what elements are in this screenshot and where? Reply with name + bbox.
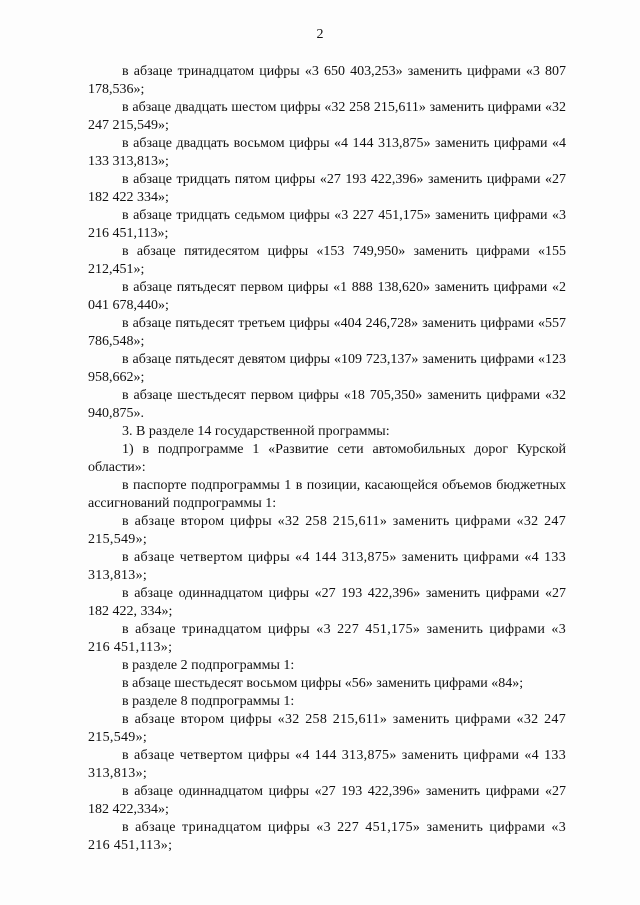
paragraph: в абзаце двадцать восьмом цифры «4 144 313,875» заменить цифрами «4 133 313,813»;: [88, 136, 566, 169]
paragraph: в абзаце тринадцатом цифры «3 227 451,175» заменить цифрами «3 216 451,113»;: [88, 622, 566, 655]
section-heading: 3. В разделе 14 государственной программы:: [122, 424, 390, 439]
document-body: [88, 63, 566, 855]
paragraph: в абзаце пятьдесят третьем цифры «404 246,728» заменить цифрами «557 786,548»;: [88, 316, 566, 349]
paragraph: в абзаце втором цифры «32 258 215,611» заменить цифрами «32 247 215,549»;: [88, 514, 566, 547]
paragraph: в паспорте подпрограммы 1 в позиции, касающейся объемов бюджетных ассигнований подпрограммы 1:: [88, 478, 566, 511]
page-number: 2: [316, 27, 324, 42]
paragraph: в абзаце тридцать пятом цифры «27 193 422,396» заменить цифрами «27 182 422 334»;: [88, 172, 566, 205]
paragraph: в абзаце двадцать шестом цифры «32 258 215,611» заменить цифрами «32 247 215,549»;: [88, 100, 566, 133]
paragraph: в разделе 2 подпрограммы 1:: [122, 658, 295, 673]
subprogram-heading: 1) в подпрограмме 1 «Развитие сети автомобильных дорог Курской области»:: [88, 442, 566, 475]
paragraph: в абзаце пятидесятом цифры «153 749,950» заменить цифрами «155 212,451»;: [88, 244, 566, 277]
paragraph: в абзаце втором цифры «32 258 215,611» заменить цифрами «32 247 215,549»;: [88, 712, 566, 745]
paragraph: в абзаце шестьдесят первом цифры «18 705,350» заменить цифрами «32 940,875».: [88, 388, 566, 421]
paragraph: в абзаце пятьдесят девятом цифры «109 723,137» заменить цифрами «123 958,662»;: [88, 352, 566, 385]
paragraph: в абзаце шестьдесят восьмом цифры «56» заменить цифрами «84»;: [122, 676, 524, 691]
paragraph: в абзаце одиннадцатом цифры «27 193 422,396» заменить цифрами «27 182 422,334»;: [88, 784, 566, 817]
paragraph: в абзаце тридцать седьмом цифры «3 227 451,175» заменить цифрами «3 216 451,113»;: [88, 208, 566, 241]
paragraph: в абзаце пятьдесят первом цифры «1 888 138,620» заменить цифрами «2 041 678,440»;: [88, 280, 566, 313]
paragraph: в абзаце одиннадцатом цифры «27 193 422,396» заменить цифрами «27 182 422, 334»;: [88, 586, 566, 619]
paragraph: в разделе 8 подпрограммы 1:: [122, 694, 295, 709]
paragraph: в абзаце четвертом цифры «4 144 313,875» заменить цифрами «4 133 313,813»;: [88, 550, 566, 583]
paragraph: в абзаце тринадцатом цифры «3 650 403,253» заменить цифрами «3 807 178,536»;: [88, 64, 566, 97]
paragraph: в абзаце тринадцатом цифры «3 227 451,175» заменить цифрами «3 216 451,113»;: [88, 820, 566, 853]
paragraph: в абзаце четвертом цифры «4 144 313,875» заменить цифрами «4 133 313,813»;: [88, 748, 566, 781]
